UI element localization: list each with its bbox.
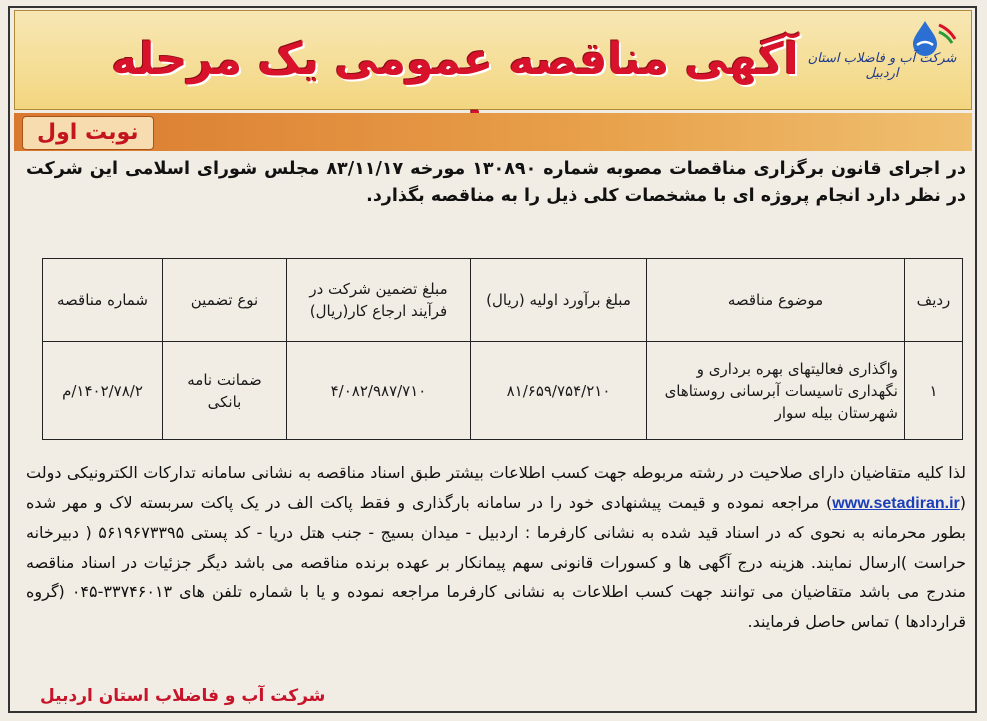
body-text-part2: ) مراجعه نموده و قیمت پیشنهادی خود را در سامانه بارگذاری و فقط پاکت الف در یک پاکت سربسته لاک و مهر شده بطور محرمانه به نحوی که در اسناد قید شده به نشانی کارفرما : اردبیل - میدان بسیج - جنب هتل دریا - کد پستی ۵۶۱۹۶۷۳۳۹۵ ( دبیرخانه حراست )ارسال نمایند. هزینه درج آگهی ها و کسورات قانونی سهم پیمانکار بر عهده برنده مناقصه می باشد دیگر جزئیات در اسناد مناقصه مندرج می باشد متقاضیان می توانند جهت کسب اطلاعات به نشانی کارفرما مراجعه نموده و یا با شماره تلفن های ۳۳۷۴۶۰۱۳-۰۴۵ (گروه قراردادها ) تماس حاصل فرمایند. <box>26 492 966 631</box>
body-paragraph <box>26 458 966 636</box>
header-subject: موضوع مناقصه <box>647 259 905 342</box>
table-header-row <box>43 259 963 342</box>
cell-subject: واگذاری فعالیتهای بهره برداری و نگهداری تاسیسات آبرسانی روستاهای شهرستان بیله سوار <box>647 342 905 440</box>
round-badge: نوبت اول <box>22 116 154 150</box>
setadiran-link[interactable]: www.setadiran.ir <box>832 494 960 512</box>
header-row-number: ردیف <box>905 259 963 342</box>
page-title: آگهی مناقصه عمومی یک مرحله <box>111 34 799 85</box>
cell-tender-number: ۱۴۰۲/۷۸/۲/م <box>43 342 163 440</box>
cell-guarantee-type: ضمانت نامه بانکی <box>163 342 287 440</box>
intro-paragraph: در اجرای قانون برگزاری مناقصات مصوبه شماره ۱۳۰۸۹۰ مورخه ۸۳/۱۱/۱۷ مجلس شورای اسلامی این شرکت در نظر دارد انجام پروژه ای با مشخصات کلی ذیل را به مناقصه بگذارد. <box>26 159 966 206</box>
company-logo <box>807 17 957 105</box>
logo-text: شرکت آب و فاضلاب استان اردبیل <box>807 51 957 81</box>
header-guarantee-amount: مبلغ تضمین شرکت در فرآیند ارجاع کار(ریال) <box>287 259 471 342</box>
cell-guarantee-amount: ۴/۰۸۲/۹۸۷/۷۱۰ <box>287 342 471 440</box>
header-banner <box>14 10 972 110</box>
header-guarantee-type: نوع تضمین <box>163 259 287 342</box>
cell-estimate: ۸۱/۶۵۹/۷۵۴/۲۱۰ <box>471 342 647 440</box>
header-tender-number: شماره مناقصه <box>43 259 163 342</box>
tender-table <box>42 258 963 440</box>
table-row <box>43 342 963 440</box>
header-estimate: مبلغ برآورد اولیه (ریال) <box>471 259 647 342</box>
footer-company-name: شرکت آب و فاضلاب استان اردبیل <box>40 686 326 706</box>
cell-row-number: ۱ <box>905 342 963 440</box>
body-text-part1: لذا کلیه متقاضیان دارای صلاحیت در رشته مربوطه جهت کسب اطلاعات بیشتر طبق اسناد مناقصه به نشانی سامانه تدارکات الکترونیکی دولت ( <box>26 463 966 512</box>
orange-band <box>14 113 972 151</box>
